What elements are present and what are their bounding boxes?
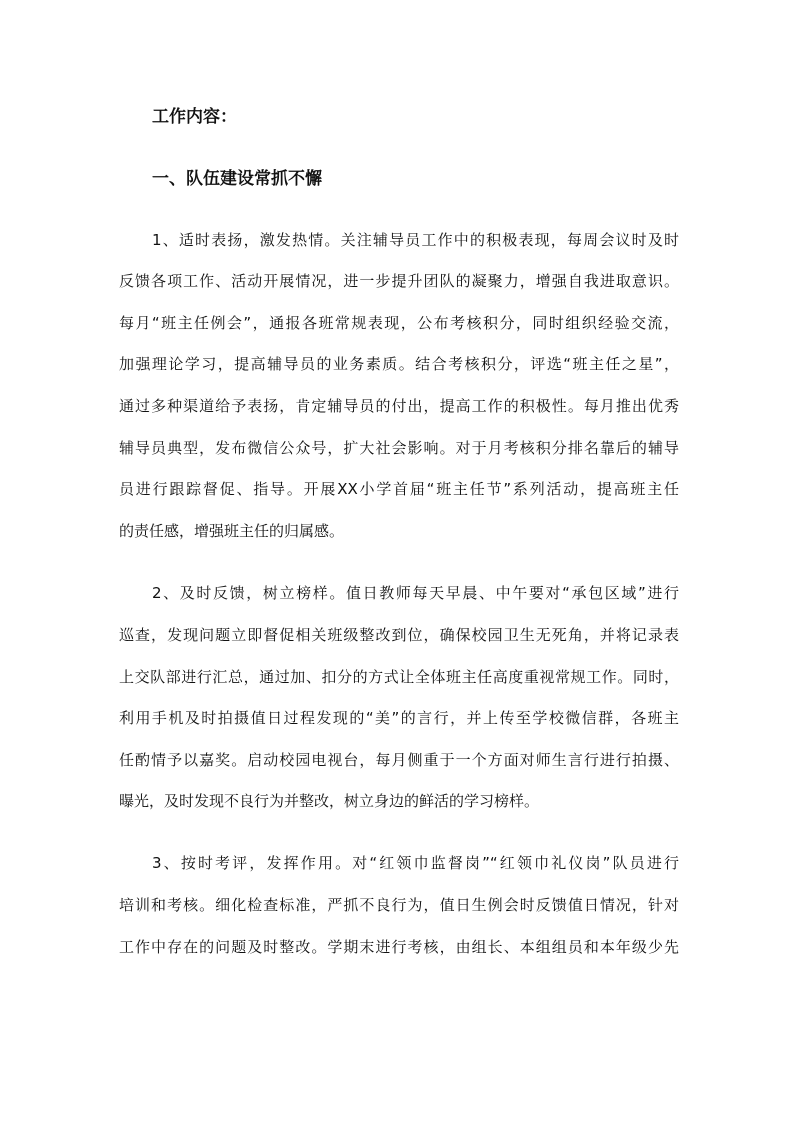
- paragraph-line: 加强理论学习，提高辅导员的业务素质。结合考核积分，评选“班主任之星”，: [119, 355, 679, 373]
- paragraph-line: 曝光，及时发现不良行为并整改，树立身边的鲜活的学习榜样。: [119, 792, 540, 810]
- paragraph-line: 反馈各项工作、活动开展情况，进一步提升团队的凝聚力，增强自我进取意识。: [119, 272, 679, 290]
- paragraph-line: 工作中存在的问题及时整改。学期末进行考核，由组长、本组组员和本年级少先: [119, 938, 679, 956]
- paragraph-line: 的责任感，增强班主任的归属感。: [119, 522, 345, 540]
- paragraph-line: 3、按时考评，发挥作用。对“红领巾监督岗”“红领巾礼仪岗”队员进行: [152, 854, 679, 872]
- paragraph-line: 通过多种渠道给予表扬，肯定辅导员的付出，提高工作的积极性。每月推出优秀: [119, 397, 679, 415]
- paragraph-line: 每月“班主任例会”，通报各班常规表现，公布考核积分，同时组织经验交流，: [119, 314, 679, 332]
- paragraph-line: 1、适时表扬，激发热情。关注辅导员工作中的积极表现，每周会议时及时: [152, 231, 679, 249]
- paragraph-line: 培训和考核。细化检查标准，严抓不良行为，值日生例会时反馈值日情况，针对: [119, 896, 679, 914]
- paragraph-line: 辅导员典型，发布微信公众号，扩大社会影响。对于月考核积分排名靠后的辅导: [119, 439, 679, 457]
- paragraph-line: 员进行跟踪督促、指导。开展XX小学首届“班主任节”系列活动，提高班主任: [119, 480, 679, 498]
- paragraph-line: 任酌情予以嘉奖。启动校园电视台，每月侧重于一个方面对师生言行进行拍摄、: [119, 751, 679, 769]
- paragraph-line: 2、及时反馈，树立榜样。值日教师每天早晨、中午要对“承包区域”进行: [152, 584, 679, 602]
- heading-section-team-building: 一、队伍建设常抓不懈: [152, 169, 322, 189]
- paragraph-line: 上交队部进行汇总，通过加、扣分的方式让全体班主任高度重视常规工作。同时，: [119, 668, 679, 686]
- heading-work-content: 工作内容：: [152, 107, 237, 127]
- paragraph-line: 巡查，发现问题立即督促相关班级整改到位，确保校园卫生无死角，并将记录表: [119, 626, 679, 644]
- paragraph-line: 利用手机及时拍摄值日过程发现的“美”的言行，并上传至学校微信群，各班主: [119, 709, 679, 727]
